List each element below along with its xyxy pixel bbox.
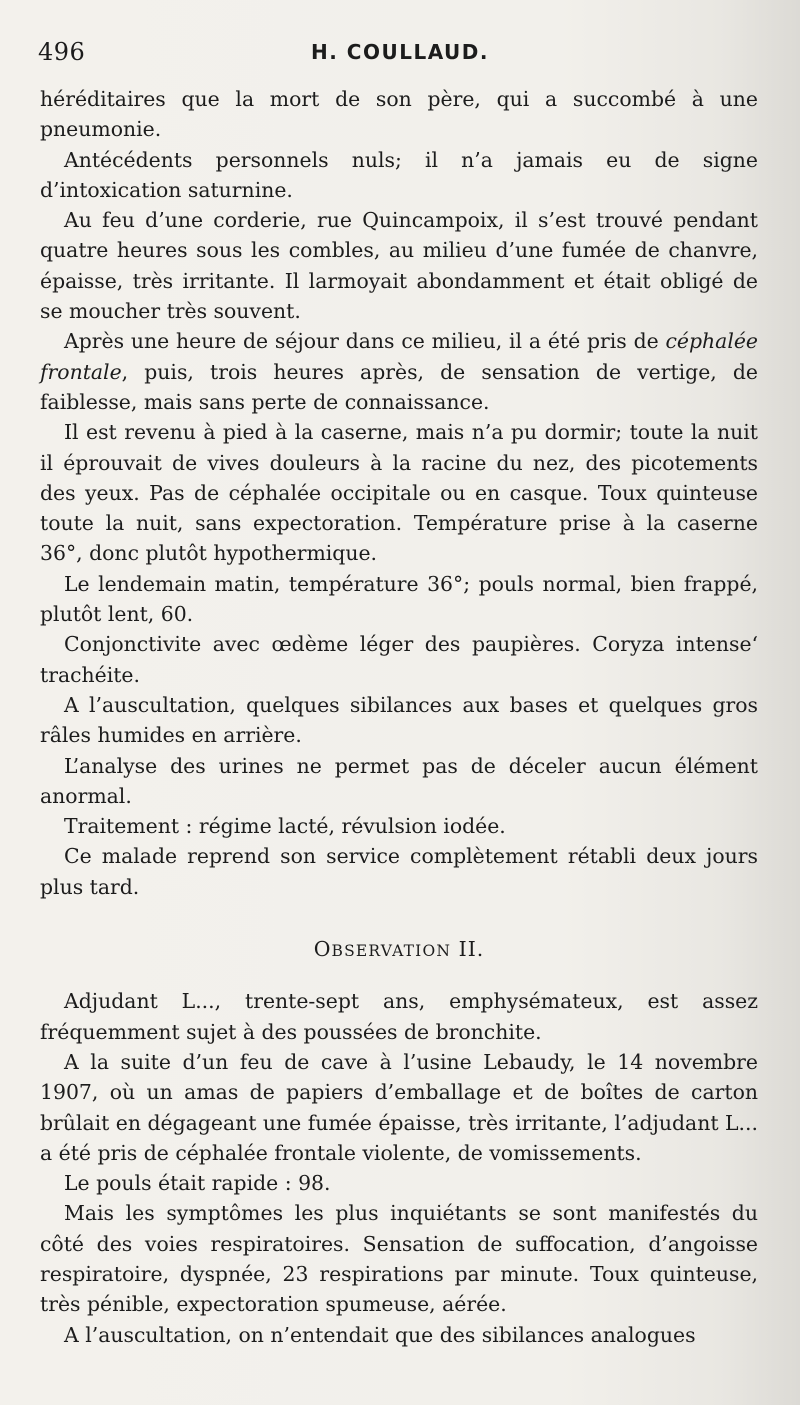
- section-title: [40, 934, 758, 966]
- paragraph: Au feu d’une corderie, rue Quincampoix, il s’est trouvé pendant quatre heures sous les combles, au milieu d’une fumée de chanvre, épaisse, très irritante. Il larmoyait abondamment et était obligé de se moucher très souvent.: [40, 208, 758, 324]
- paragraph: [40, 326, 758, 417]
- paragraph-text: Après une heure de séjour dans ce milieu, il a été pris de: [64, 329, 666, 354]
- italic-term: céphalée frontale: [40, 329, 758, 384]
- paragraph: Conjonctivite avec œdème léger des paupières. Coryza intense‘ trachéite.: [40, 632, 758, 687]
- page-number: 496: [38, 38, 86, 66]
- paragraph-text: , puis, trois heures après, de sensation de vertige, de faiblesse, mais sans perte de connaissance.: [40, 359, 758, 414]
- section-title-rest: BSERVATION: [331, 942, 452, 961]
- paragraph: Le lendemain matin, température 36°; pouls normal, bien frappé, plutôt lent, 60.: [40, 571, 758, 627]
- body-text: [40, 84, 758, 1350]
- paragraph: A la suite d’un feu de cave à l’usine Lebaudy, le 14 novembre 1907, où un amas de papiers d’emballage et de boîtes de carton brûlait en dégageant une fumée épaisse, très irritante, l’adjudant L... a été pris de céphalée frontale violente, de vomissements.: [40, 1049, 758, 1165]
- paragraph: Ce malade reprend son service complètement rétabli deux jours plus tard.: [40, 844, 758, 899]
- paragraph: Traitement : régime lacté, révulsion iodée.: [64, 814, 506, 839]
- paragraph: A l’auscultation, quelques sibilances aux bases et quelques gros râles humides en arrière.: [40, 692, 758, 748]
- paragraph: Le pouls était rapide : 98.: [64, 1171, 331, 1196]
- paragraph: Mais les symptômes les plus inquiétants se sont manifestés du côté des voies respiratoires. Sensation de suffocation, d’angoisse respiratoire, dyspnée, 23 respirations par minute. Toux quinteuse, très pénible, expectoration spumeuse, aérée.: [40, 1201, 758, 1317]
- paragraph: Adjudant L..., trente-sept ans, emphysémateux, est assez fréquemment sujet à des poussées de bronchite.: [40, 989, 758, 1044]
- paragraph: Antécédents personnels nuls; il n’a jamais eu de signe d’intoxication saturnine.: [40, 147, 758, 202]
- running-head: H. COULLAUD.: [310, 40, 489, 64]
- section-title-numeral: II.: [451, 937, 485, 962]
- paragraph: A l’auscultation, on n’entendait que des sibilances analogues: [64, 1322, 696, 1347]
- section-title-initial: O: [313, 937, 332, 962]
- page-header: [38, 38, 762, 74]
- paragraph: L’analyse des urines ne permet pas de déceler aucun élément anormal.: [40, 753, 758, 808]
- paragraph: héréditaires que la mort de son père, qui a succombé à une pneumonie.: [40, 87, 758, 142]
- paragraph: Il est revenu à pied à la caserne, mais n’a pu dormir; toute la nuit il éprouvait de vives douleurs à la racine du nez, des picotements des yeux. Pas de céphalée occipitale ou en casque. Toux quinteuse toute la nuit, sans expectoration. Température prise à la caserne 36°, donc plutôt hypothermique.: [40, 420, 758, 566]
